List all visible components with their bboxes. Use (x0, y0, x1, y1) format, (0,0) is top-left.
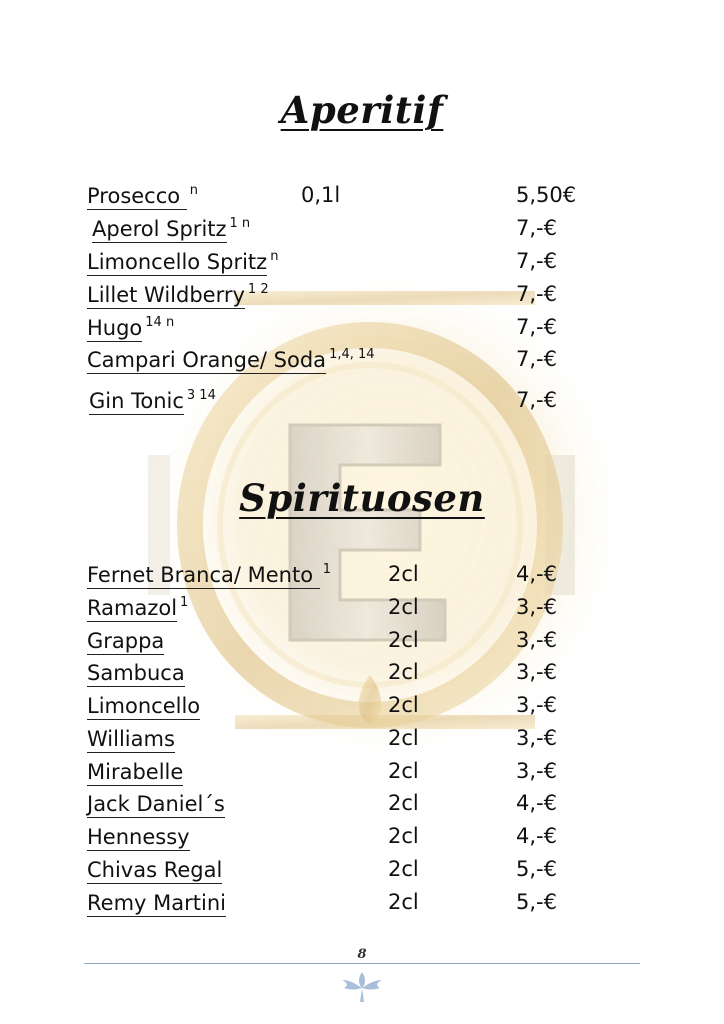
item-name (87, 791, 228, 816)
item-price: 5,-€ (516, 857, 557, 881)
item-volume: 2cl (388, 791, 419, 815)
menu-row (0, 388, 724, 420)
item-name (87, 562, 331, 587)
item-volume: 2cl (388, 857, 419, 881)
item-name (87, 857, 225, 882)
footer-divider (84, 963, 640, 964)
item-price: 7,-€ (516, 388, 557, 412)
item-price: 4,-€ (516, 562, 557, 586)
item-name-text: Remy Martini (87, 891, 226, 915)
allergen-note: 1 (322, 562, 332, 577)
menu-row (0, 759, 724, 791)
item-volume: 0,1l (301, 183, 341, 207)
menu-row (0, 726, 724, 758)
item-name (87, 282, 269, 307)
item-price: 3,-€ (516, 628, 557, 652)
item-price: 4,-€ (516, 824, 557, 848)
item-price: 7,-€ (516, 347, 557, 371)
item-volume: 2cl (388, 660, 419, 684)
item-volume: 2cl (388, 824, 419, 848)
allergen-note: 1 2 (247, 282, 269, 297)
menu-row (0, 791, 724, 823)
item-price: 5,50€ (516, 183, 577, 207)
item-name (87, 890, 229, 915)
item-price: 7,-€ (516, 249, 557, 273)
menu-row (0, 660, 724, 692)
item-name (87, 315, 174, 340)
menu-row (0, 249, 724, 281)
item-name-text: Lillet Wildberry (87, 283, 245, 307)
item-volume: 2cl (388, 890, 419, 914)
item-name-text: Campari Orange/ Soda (87, 348, 327, 372)
allergen-note: 1 n (229, 216, 251, 231)
item-name (87, 628, 167, 653)
item-volume: 2cl (388, 628, 419, 652)
item-volume: 2cl (388, 759, 419, 783)
menu-row (0, 595, 724, 627)
item-name-text: Chivas Regal (87, 858, 223, 882)
menu-row (0, 890, 724, 922)
item-name (87, 660, 188, 685)
allergen-note: 3 14 (186, 388, 216, 403)
item-name (92, 216, 250, 241)
menu-row (0, 183, 724, 215)
item-price: 7,-€ (516, 216, 557, 240)
item-name-text: Jack Daniel´s (87, 792, 225, 816)
item-name-text: Aperol Spritz (92, 217, 227, 241)
allergen-note: 14 n (145, 315, 175, 330)
item-volume: 2cl (388, 595, 419, 619)
item-name (87, 759, 186, 784)
item-name-text: Grappa (87, 629, 165, 653)
item-price: 7,-€ (516, 282, 557, 306)
item-price: 3,-€ (516, 595, 557, 619)
menu-row (0, 693, 724, 725)
item-name (87, 824, 193, 849)
item-name (89, 388, 216, 413)
item-name (87, 183, 198, 208)
item-name-text: Hennessy (87, 825, 190, 849)
menu-row (0, 824, 724, 856)
item-volume: 2cl (388, 693, 419, 717)
menu-row (0, 216, 724, 248)
page-number: 8 (357, 947, 367, 962)
section-title-spirits: Spirituosen (239, 476, 485, 520)
menu-row (0, 857, 724, 889)
section-title-aperitif: Aperitif (280, 88, 444, 132)
item-name-text: Hugo (87, 316, 143, 340)
item-name-text: Limoncello (87, 694, 201, 718)
allergen-note: n (189, 183, 199, 198)
item-price: 3,-€ (516, 660, 557, 684)
item-name-text: Ramazol (87, 596, 178, 620)
item-price: 3,-€ (516, 759, 557, 783)
allergen-note: n (270, 249, 279, 264)
item-name (87, 595, 188, 620)
menu-row (0, 282, 724, 314)
item-name (87, 693, 203, 718)
menu-row (0, 562, 724, 594)
item-price: 3,-€ (516, 726, 557, 750)
item-name-text: Prosecco (87, 184, 187, 208)
item-price: 7,-€ (516, 315, 557, 339)
item-volume: 2cl (388, 562, 419, 586)
item-name (87, 726, 178, 751)
item-name-text: Sambuca (87, 661, 185, 685)
menu-row (0, 315, 724, 347)
menu-row (0, 347, 724, 379)
allergen-note: 1,4, 14 (329, 347, 375, 362)
item-volume: 2cl (388, 726, 419, 750)
item-name-text: Limoncello Spritz (87, 250, 268, 274)
item-name-text: Williams (87, 727, 175, 751)
item-name (87, 249, 278, 274)
item-name-text: Fernet Branca/ Mento (87, 563, 320, 587)
item-price: 5,-€ (516, 890, 557, 914)
menu-row (0, 628, 724, 660)
item-name-text: Gin Tonic (89, 389, 184, 413)
item-price: 3,-€ (516, 693, 557, 717)
item-name-text: Mirabelle (87, 760, 184, 784)
fleur-ornament-icon (340, 968, 384, 1004)
item-name (87, 347, 375, 372)
item-price: 4,-€ (516, 791, 557, 815)
allergen-note: 1 (180, 595, 189, 610)
